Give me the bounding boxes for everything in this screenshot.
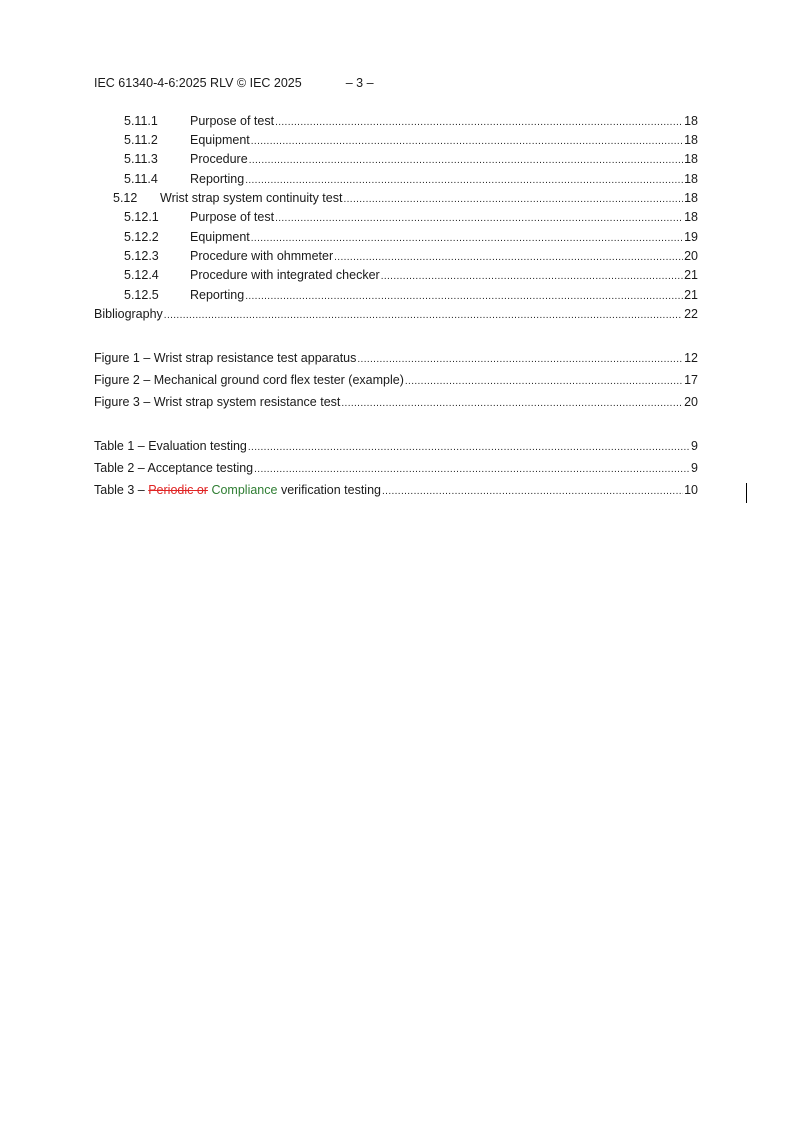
toc-entry-page: 18	[684, 210, 698, 224]
table-entry-page: 9	[691, 439, 698, 453]
toc-entry-title: Purpose of test	[190, 210, 275, 224]
toc-entry[interactable]	[94, 189, 698, 207]
dot-leader	[251, 228, 683, 246]
figure-entry[interactable]	[94, 349, 698, 367]
toc-entry[interactable]	[94, 228, 698, 246]
dot-leader	[275, 208, 683, 226]
toc-entry[interactable]	[94, 208, 698, 226]
dot-leader	[254, 459, 690, 477]
toc-entry-number: 5.12.4	[124, 268, 159, 282]
toc-entry-title: Equipment	[190, 230, 250, 244]
dot-leader	[248, 437, 690, 455]
table-entry-page: 10	[684, 483, 698, 497]
toc-entry[interactable]	[94, 170, 698, 188]
page-number: – 3 –	[345, 76, 374, 90]
toc-entry[interactable]	[94, 131, 698, 149]
toc-entry-number: 5.11.4	[124, 172, 158, 186]
dot-leader	[251, 131, 683, 149]
dot-leader	[164, 305, 683, 323]
figure-entry-page: 20	[684, 395, 698, 409]
figure-entry[interactable]	[94, 393, 698, 411]
toc-entry[interactable]	[94, 150, 698, 168]
dot-leader	[343, 189, 683, 207]
table-entry[interactable]	[94, 459, 698, 477]
toc-entry-page: 18	[684, 114, 698, 128]
toc-entry-number: 5.12.1	[124, 210, 159, 224]
toc-entry-title: Procedure	[190, 152, 248, 166]
table-entry[interactable]	[94, 437, 698, 455]
toc-entry-page: 18	[684, 172, 698, 186]
toc-entry-title: Reporting	[190, 288, 245, 302]
toc-entry-number: 5.12.3	[124, 249, 159, 263]
dot-leader	[382, 481, 683, 499]
page-header	[94, 76, 374, 90]
dot-leader	[275, 112, 683, 130]
toc-entry-number: 5.11.3	[124, 152, 158, 166]
table-entry-title: Table 1 – Evaluation testing	[94, 439, 247, 453]
figure-entry-title: Figure 2 – Mechanical ground cord flex tester (example)	[94, 373, 404, 387]
toc-entry-number: 5.12.5	[124, 288, 159, 302]
dot-leader	[334, 247, 683, 265]
dot-leader	[341, 393, 683, 411]
figure-entry-page: 12	[684, 351, 698, 365]
toc-entry-number: 5.12	[113, 191, 138, 205]
toc-entry[interactable]	[94, 286, 698, 304]
toc-entry-page: 19	[684, 230, 698, 244]
toc-entry-title: Wrist strap system continuity test	[160, 191, 343, 205]
inserted-text: Compliance	[211, 483, 278, 497]
figure-entry-title: Figure 3 – Wrist strap system resistance test	[94, 395, 341, 409]
toc-entry[interactable]	[94, 266, 698, 284]
toc-entry-page: 21	[684, 268, 698, 282]
toc-entry-page: 21	[684, 288, 698, 302]
table-entry-suffix: verification testing	[277, 483, 381, 497]
toc-entry-page: 18	[684, 191, 698, 205]
toc-entry-title: Bibliography	[94, 307, 163, 321]
toc-entry[interactable]	[94, 112, 698, 130]
dot-leader	[405, 371, 683, 389]
toc-entry-number: 5.11.1	[124, 114, 158, 128]
table-entry[interactable]	[94, 481, 698, 499]
table-entry-title: Table 2 – Acceptance testing	[94, 461, 254, 475]
toc-entry-number: 5.12.2	[124, 230, 159, 244]
dot-leader	[357, 349, 683, 367]
figure-entry-title: Figure 1 – Wrist strap resistance test apparatus	[94, 351, 357, 365]
dot-leader	[249, 150, 683, 168]
revision-change-bar	[746, 483, 747, 503]
toc-entry-bibliography[interactable]	[94, 305, 698, 323]
toc-entry[interactable]	[94, 247, 698, 265]
figure-entry[interactable]	[94, 371, 698, 389]
table-entry-title	[94, 481, 381, 499]
toc-entry-title: Reporting	[190, 172, 245, 186]
toc-entry-title: Procedure with ohmmeter	[190, 249, 334, 263]
toc-entry-page: 20	[684, 249, 698, 263]
dot-leader	[245, 170, 683, 188]
document-id: IEC 61340-4-6:2025 RLV © IEC 2025	[94, 76, 302, 90]
toc-entry-title: Equipment	[190, 133, 250, 147]
toc-entry-page: 18	[684, 133, 698, 147]
toc-entry-page: 18	[684, 152, 698, 166]
dot-leader	[245, 286, 683, 304]
deleted-text: Periodic or	[148, 483, 208, 497]
toc-entry-title: Procedure with integrated checker	[190, 268, 380, 282]
table-entry-page: 9	[691, 461, 698, 475]
toc-entry-page: 22	[684, 307, 698, 321]
table-entry-prefix: Table 3 –	[94, 483, 149, 497]
toc-entry-number: 5.11.2	[124, 133, 158, 147]
figure-entry-page: 17	[684, 373, 698, 387]
dot-leader	[381, 266, 683, 284]
toc-entry-title: Purpose of test	[190, 114, 275, 128]
